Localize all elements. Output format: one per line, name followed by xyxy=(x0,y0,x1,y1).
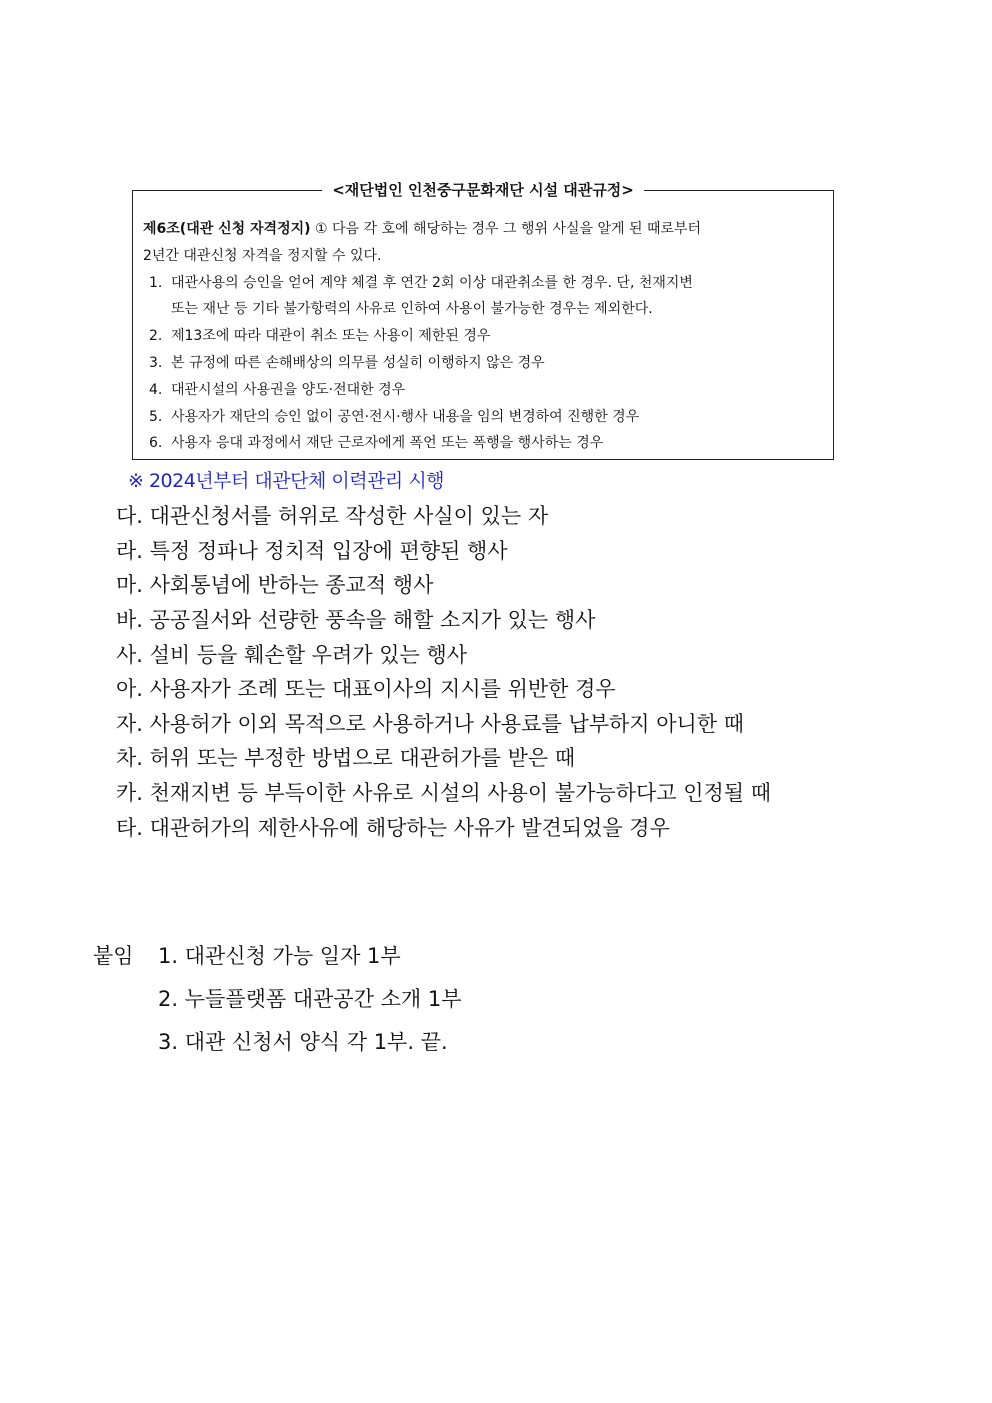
attachment-item-3: 3. 대관 신청서 양식 각 1부. 끝. xyxy=(158,1030,448,1054)
article-heading: 제6조(대관 신청 자격정지) xyxy=(143,221,311,237)
attachment-item-2: 2. 누들플랫폼 대관공간 소개 1부 xyxy=(158,987,462,1011)
article-intro-rest: ① 다음 각 호에 해당하는 경우 그 행위 사실을 알게 된 때로부터 xyxy=(310,221,702,237)
attachment-item-1: 1. 대관신청 가능 일자 1부 xyxy=(158,944,401,968)
list-item: 자. 사용허가 이외 목적으로 사용하거나 사용료를 납부하지 아니한 때 xyxy=(116,712,745,736)
list-item: 타. 대관허가의 제한사유에 해당하는 사유가 발견되었을 경우 xyxy=(116,816,670,840)
regulation-item-5: 5. 사용자가 재단의 승인 없이 공연·전시·행사 내용을 임의 변경하여 진행한 경우 xyxy=(149,409,640,425)
history-management-note: ※ 2024년부터 대관단체 이력관리 시행 xyxy=(128,470,445,492)
list-item: 차. 허위 또는 부정한 방법으로 대관허가를 받은 때 xyxy=(116,746,576,770)
regulation-box xyxy=(132,181,834,460)
regulation-item-1-continued: 또는 재난 등 기타 불가항력의 사유로 인하여 사용이 불가능한 경우는 제외한다. xyxy=(171,301,653,317)
list-item: 라. 특정 정파나 정치적 입장에 편향된 행사 xyxy=(116,539,508,563)
attachments-label: 붙임 xyxy=(93,944,134,968)
list-item: 카. 천재지변 등 부득이한 사유로 시설의 사용이 불가능하다고 인정될 때 xyxy=(116,781,772,805)
regulation-title: <재단법인 인천중구문화재단 시설 대관규정> xyxy=(133,180,833,200)
list-item: 아. 사용자가 조례 또는 대표이사의 지시를 위반한 경우 xyxy=(116,677,616,701)
regulation-item-2: 2. 제13조에 따라 대관이 취소 또는 사용이 제한된 경우 xyxy=(149,328,491,344)
list-item: 마. 사회통념에 반하는 종교적 행사 xyxy=(116,573,434,597)
regulation-item-4: 4. 대관시설의 사용권을 양도·전대한 경우 xyxy=(149,382,406,398)
article-intro-line-2: 2년간 대관신청 자격을 정지할 수 있다. xyxy=(143,248,382,264)
regulation-item-1: 1. 대관사용의 승인을 얻어 계약 체결 후 연간 2회 이상 대관취소를 한 경우. 단, 천재지변 xyxy=(149,275,693,291)
list-item: 사. 설비 등을 훼손할 우려가 있는 행사 xyxy=(116,643,468,667)
list-item: 바. 공공질서와 선량한 풍속을 해할 소지가 있는 행사 xyxy=(116,608,596,632)
article-intro-line-1 xyxy=(143,219,827,239)
regulation-item-3: 3. 본 규정에 따른 손해배상의 의무를 성실히 이행하지 않은 경우 xyxy=(149,355,545,371)
list-item: 다. 대관신청서를 허위로 작성한 사실이 있는 자 xyxy=(116,504,549,528)
regulation-item-6: 6. 사용자 응대 과정에서 재단 근로자에게 폭언 또는 폭행을 행사하는 경우 xyxy=(149,435,604,451)
